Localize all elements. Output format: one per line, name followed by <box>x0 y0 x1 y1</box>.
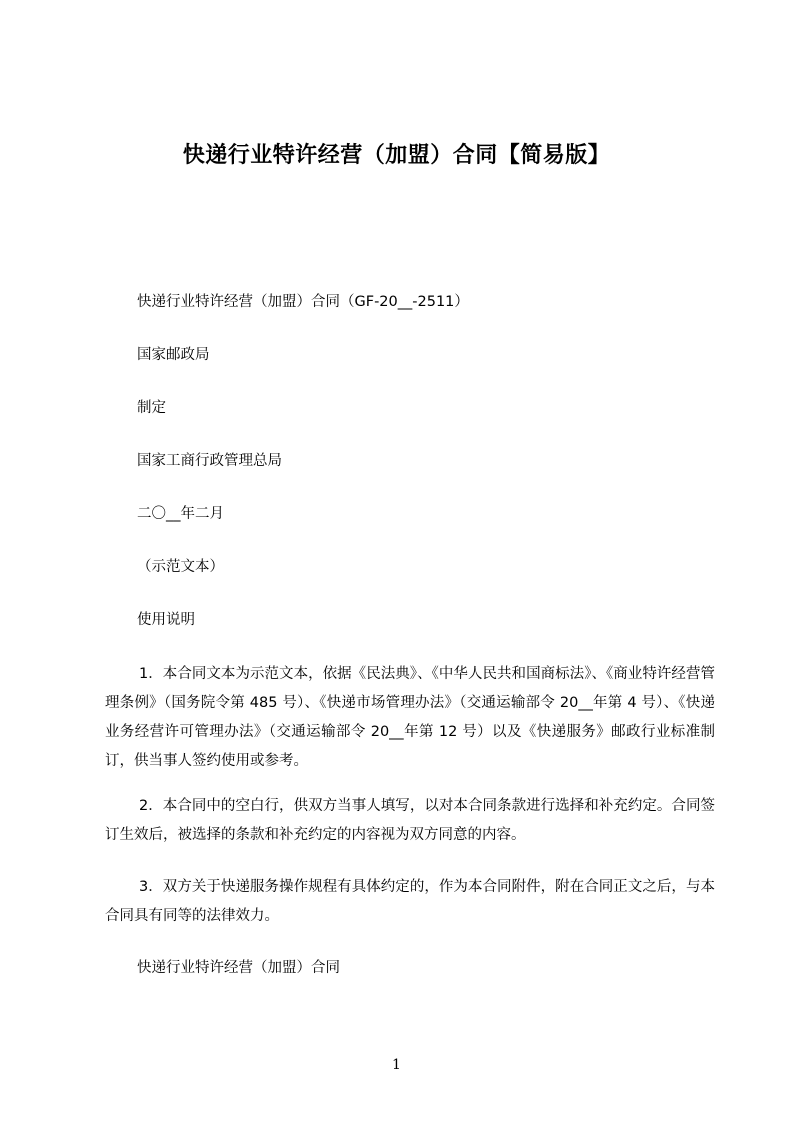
instruction-paragraph-1: 1．本合同文本为示范文本，依据《民法典》、《中华人民共和国商标法》、《商业特许经营管理条例》（国务院令第 485 号）、《快递市场管理办法》（交通运输部令 20__年第 4 号）、《快递业务经营许可管理办法》（交通运输部令 20__年第 12 号）以及《快递服务》邮政行业标准制订，供当事人签约使用或参考。 <box>105 666 715 769</box>
page-number: 1 <box>392 1057 401 1073</box>
instruction-paragraph-3: 3．双方关于快递服务操作规程有具体约定的，作为本合同附件，附在合同正文之后，与本合同具有同等的法律效力。 <box>105 879 715 924</box>
issuer-line-1: 国家邮政局 <box>137 347 210 363</box>
date-line: 二〇__年二月 <box>137 506 224 522</box>
made-by-line: 制定 <box>137 400 166 416</box>
instructions-heading: 使用说明 <box>137 612 195 628</box>
sample-text-line: （示范文本） <box>137 559 224 575</box>
document-title: 快递行业特许经营（加盟）合同【简易版】 <box>182 143 611 168</box>
instruction-paragraph-2: 2．本合同中的空白行，供双方当事人填写，以对本合同条款进行选择和补充约定。合同签订生效后，被选择的条款和补充约定的内容视为双方同意的内容。 <box>105 798 715 843</box>
issuer-line-2: 国家工商行政管理总局 <box>137 453 282 469</box>
contract-heading-footer: 快递行业特许经营（加盟）合同 <box>137 960 340 976</box>
contract-code-line: 快递行业特许经营（加盟）合同（GF-20__-2511） <box>137 294 469 310</box>
